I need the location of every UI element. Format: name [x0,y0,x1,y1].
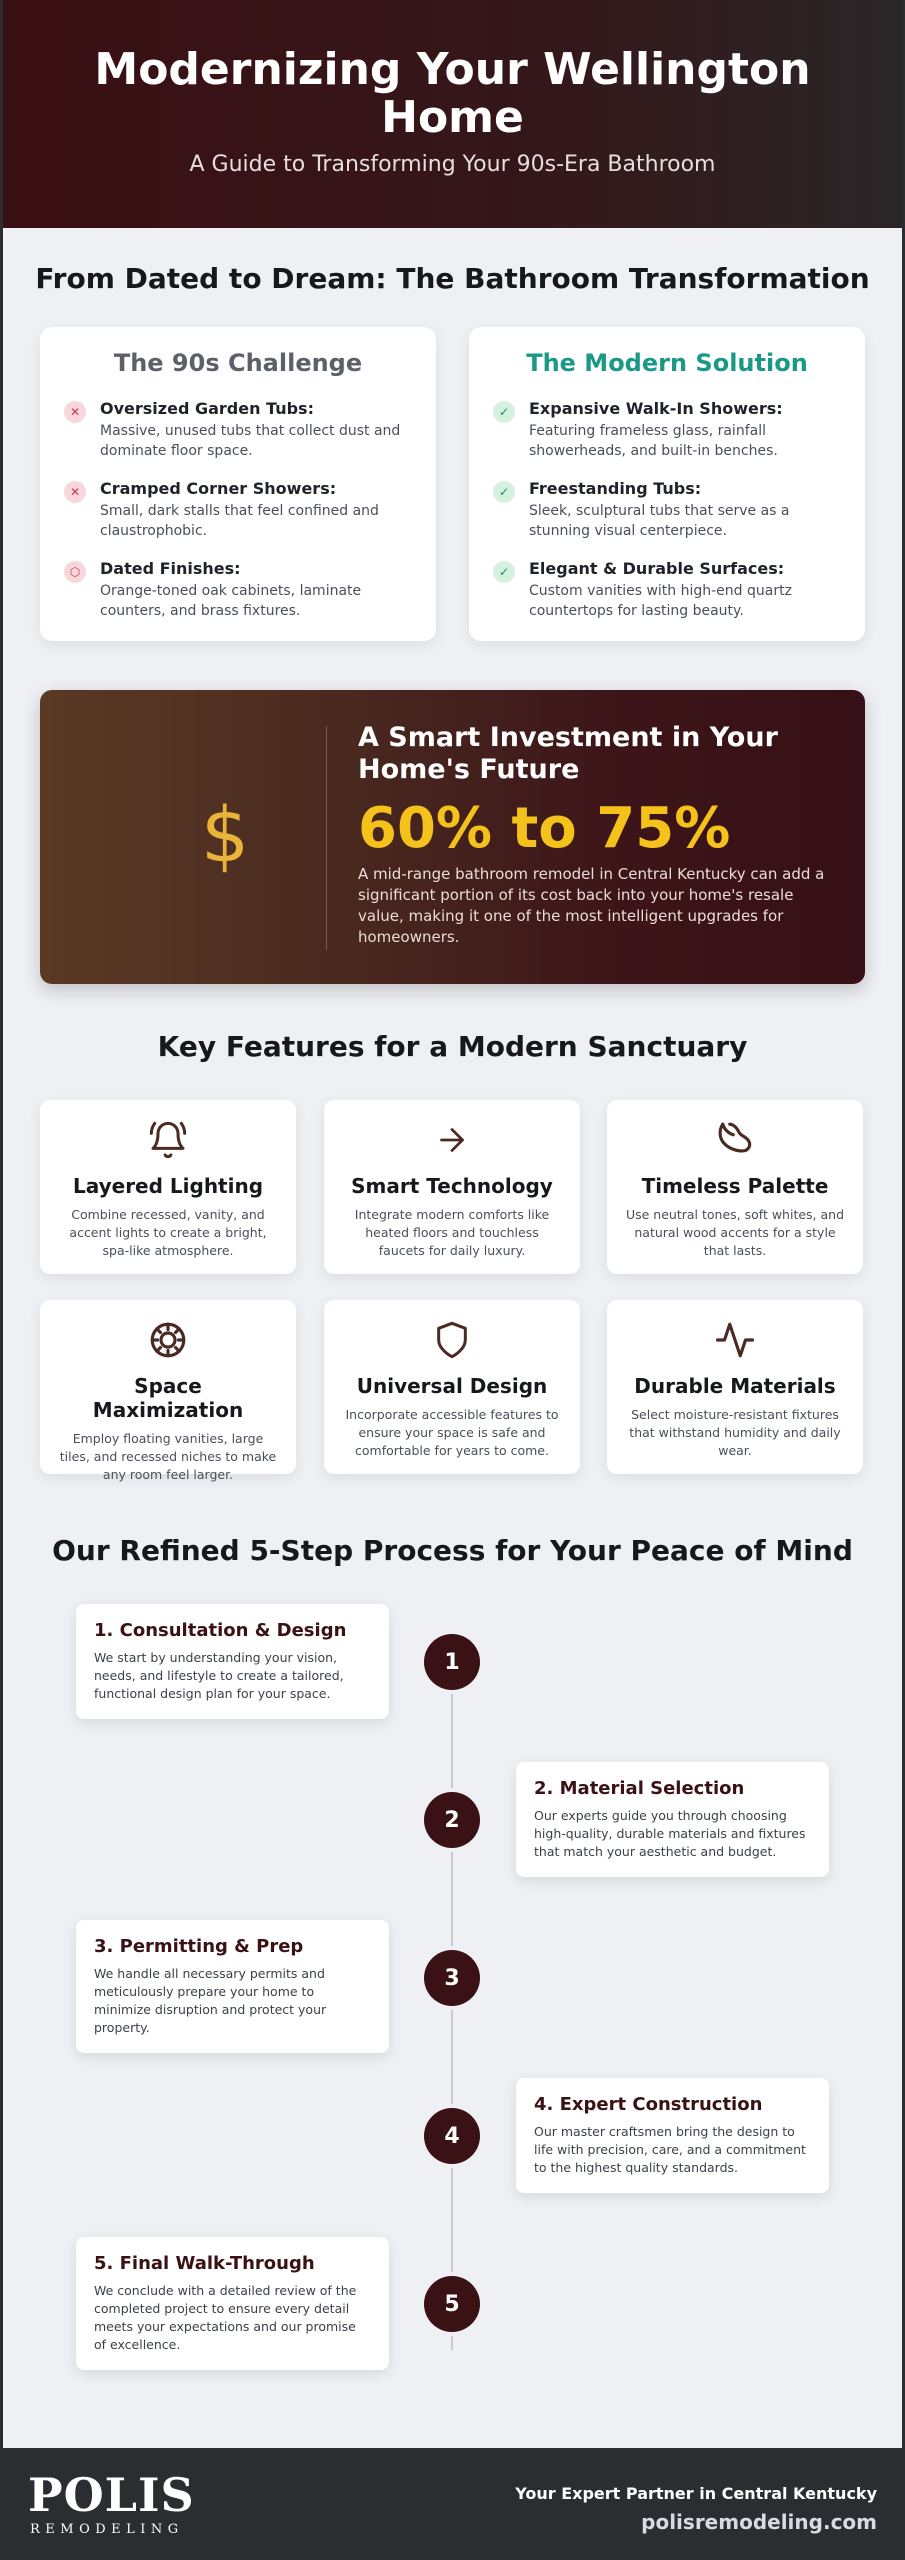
step-text: We conclude with a detailed review of the completed project to ensure every detail meets your expectations and our promise of excellence. [94,2283,357,2352]
logo-subtext: REMODELING [30,2522,184,2537]
step-number-badge: 4 [424,2108,480,2164]
challenge-heading: The 90s Challenge [113,349,363,377]
step-card [76,1604,389,1719]
step-number-badge: 3 [424,1950,480,2006]
step-card [76,1920,389,2053]
check-circle-icon: ✓ [493,481,515,503]
challenge-item-title: Oversized Garden Tubs: [100,399,314,418]
investment-text: A mid-range bathroom remodel in Central Kentucky can add a significant portion of its cost back into your home's resale value, making it one of the most intelligent upgrades for homeowners. [358,865,825,946]
x-circle-icon: ✕ [64,401,86,423]
feature-title: Smart Technology [351,1174,553,1198]
check-circle-icon: ✓ [493,561,515,583]
shield-icon [342,1316,562,1364]
challenge-item-text: Orange-toned oak cabinets, laminate counters, and brass fixtures. [100,583,362,619]
step-title: 2. Material Selection [534,1778,745,1799]
arrow-right-icon [342,1116,562,1164]
feature-text: Integrate modern comforts like heated floors and touchless faucets for daily luxury. [354,1207,550,1258]
challenge-item [64,479,412,541]
feature-title: Durable Materials [634,1374,836,1398]
solution-item-title: Freestanding Tubs: [529,479,702,498]
footer-tagline: Your Expert Partner in Central Kentucky [515,2484,877,2503]
page-title: Modernizing Your Wellington Home [94,44,811,143]
solution-card [469,327,865,641]
feature-title: Timeless Palette [641,1174,829,1198]
step-text: We handle all necessary permits and meticulously prepare your home to minimize disruption and protect your property. [94,1966,327,2035]
hero-header [0,0,905,228]
step-number-badge: 5 [424,2276,480,2332]
step-text: Our master craftsmen bring the design to life with precision, care, and a commitment to the highest quality standards. [534,2124,806,2175]
feature-title: Universal Design [356,1374,548,1398]
solution-item-text: Custom vanities with high-end quartz countertops for lasting beauty. [529,583,792,619]
step-title: 5. Final Walk-Through [94,2253,315,2274]
transformation-title: From Dated to Dream: The Bathroom Transformation [35,262,870,295]
solution-item [493,559,841,621]
leaf-icon [625,1116,845,1164]
solution-item [493,479,841,541]
divider [326,726,327,950]
challenge-item-title: Cramped Corner Showers: [100,479,337,498]
feature-card [607,1300,863,1474]
solution-item [493,399,841,461]
step-text: We start by understanding your vision, needs, and lifestyle to create a tailored, functional design plan for your space. [94,1650,344,1701]
process-title: Our Refined 5-Step Process for Your Peace of Mind [52,1534,853,1567]
step-number-badge: 1 [424,1634,480,1690]
challenge-item [64,399,412,461]
feature-text: Incorporate accessible features to ensure your space is safe and comfortable for years to come. [345,1407,559,1458]
investment-banner [40,690,865,984]
solution-item-text: Sleek, sculptural tubs that serve as a stunning visual centerpiece. [529,503,790,539]
feature-card [40,1100,296,1274]
investment-stat: 60% to 75% [358,796,731,861]
step-title: 3. Permitting & Prep [94,1936,304,1957]
investment-heading: A Smart Investment in Your Home's Future [358,722,778,785]
step-card [516,2078,829,2193]
footer [0,2448,905,2560]
step-number-badge: 2 [424,1792,480,1848]
x-circle-icon: ✕ [64,481,86,503]
challenge-card [40,327,436,641]
challenge-item-text: Massive, unused tubs that collect dust and dominate floor space. [100,423,401,459]
solution-item-title: Elegant & Durable Surfaces: [529,559,785,578]
bell-icon [58,1116,278,1164]
solution-heading: The Modern Solution [526,349,808,377]
logo-wordmark: POLIS [28,2468,195,2522]
gear-icon [58,1316,278,1364]
feature-text: Select moisture-resistant fixtures that withstand humidity and daily wear. [629,1407,841,1458]
feature-card [324,1100,580,1274]
dollar-icon: $ [200,790,250,879]
step-title: 1. Consultation & Design [94,1620,347,1641]
check-circle-icon: ✓ [493,401,515,423]
feature-text: Combine recessed, vanity, and accent lights to create a bright, spa-like atmosphere. [69,1207,267,1258]
feature-card [607,1100,863,1274]
step-text: Our experts guide you through choosing high-quality, durable materials and fixtures that match your aesthetic and budget. [534,1808,806,1859]
step-card [76,2237,389,2370]
activity-icon [625,1316,845,1364]
challenge-item-text: Small, dark stalls that feel confined and claustrophobic. [100,503,379,539]
challenge-item [64,559,412,621]
feature-title: Layered Lighting [72,1174,264,1198]
challenge-item-title: Dated Finishes: [100,559,241,578]
feature-card [324,1300,580,1474]
feature-text: Employ floating vanities, large tiles, and recessed niches to make any room feel larger. [59,1431,277,1482]
feature-card [40,1300,296,1482]
feature-title: Space Maximization [92,1374,244,1422]
feature-text: Use neutral tones, soft whites, and natural wood accents for a style that lasts. [625,1207,845,1258]
solution-item-title: Expansive Walk-In Showers: [529,399,783,418]
step-title: 4. Expert Construction [534,2094,763,2115]
features-title: Key Features for a Modern Sanctuary [157,1030,748,1063]
solution-item-text: Featuring frameless glass, rainfall showerheads, and built-in benches. [529,423,778,459]
page-subtitle: A Guide to Transforming Your 90s-Era Bathroom [189,152,716,177]
step-card [516,1762,829,1877]
website-link[interactable]: polisremodeling.com [641,2510,877,2534]
cube-icon: ⬡ [64,561,86,583]
